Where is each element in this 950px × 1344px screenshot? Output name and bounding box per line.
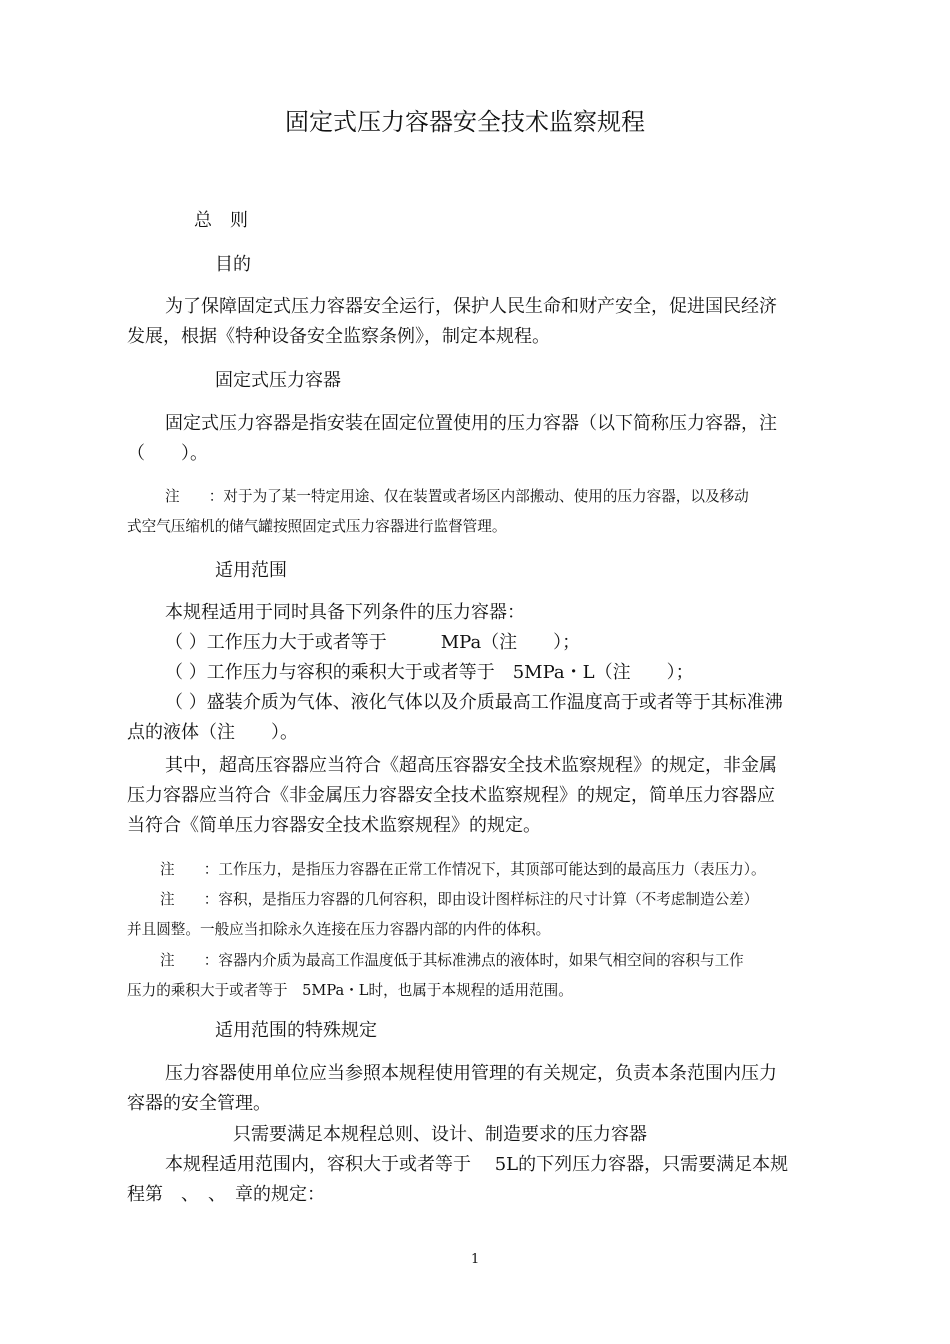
list-item: （ ）盛装介质为气体、液化气体以及介质最高工作温度高于或者等于其标准沸 xyxy=(165,692,783,713)
section-heading-limited-requirements: 只需要满足本规程总则、设计、制造要求的压力容器 xyxy=(233,1124,647,1145)
chapter-heading: 总 则 xyxy=(194,210,248,231)
list-item-continuation: 点的液体（注 ）。 xyxy=(127,722,298,743)
footnote-line: 注 ：容器内介质为最高工作温度低于其标准沸点的液体时，如果气相空间的容积与工作 xyxy=(160,952,744,969)
footnote-line: 注 ：容积，是指压力容器的几何容积，即由设计图样标注的尺寸计算（不考虑制造公差） xyxy=(160,891,759,908)
section-heading-scope: 适用范围 xyxy=(215,560,287,581)
paragraph-line: （ ）。 xyxy=(127,443,208,464)
section-heading-special-scope: 适用范围的特殊规定 xyxy=(215,1020,377,1041)
page-number: 1 xyxy=(471,1252,480,1267)
list-item: （ ）工作压力大于或者等于 MPa（注 ）； xyxy=(165,632,581,653)
footnote-line: 压力的乘积大于或者等于 5MPa・L时，也属于本规程的适用范围。 xyxy=(127,982,573,999)
section-heading-purpose: 目的 xyxy=(215,254,251,275)
paragraph-line: 程第 、 、 章的规定： xyxy=(127,1184,325,1205)
document-title: 固定式压力容器安全技术监察规程 xyxy=(285,108,645,136)
paragraph-line: 当符合《简单压力容器安全技术监察规程》的规定。 xyxy=(127,815,541,836)
paragraph-line: 压力容器应当符合《非金属压力容器安全技术监察规程》的规定，简单压力容器应 xyxy=(127,785,775,806)
paragraph-line: 固定式压力容器是指安装在固定位置使用的压力容器（以下简称压力容器，注 xyxy=(165,413,777,434)
footnote-line: 注 ：工作压力，是指压力容器在正常工作情况下，其顶部可能达到的最高压力（表压力）。 xyxy=(160,861,766,878)
footnote-line: 注 ：对于为了某一特定用途、仅在装置或者场区内部搬动、使用的压力容器，以及移动 xyxy=(165,488,749,505)
paragraph-line: 压力容器使用单位应当参照本规程使用管理的有关规定，负责本条范围内压力 xyxy=(165,1063,777,1084)
footnote-line: 并且圆整。一般应当扣除永久连接在压力容器内部的内件的体积。 xyxy=(127,921,551,938)
paragraph-line: 本规程适用范围内，容积大于或者等于 5L的下列压力容器，只需要满足本规 xyxy=(165,1154,789,1175)
list-item: （ ）工作压力与容积的乘积大于或者等于 5MPa・L（注 ）； xyxy=(165,662,694,683)
paragraph-line: 为了保障固定式压力容器安全运行，保护人民生命和财产安全，促进国民经济 xyxy=(165,296,777,317)
section-heading-fixed-vessel: 固定式压力容器 xyxy=(215,370,341,391)
paragraph-line: 容器的安全管理。 xyxy=(127,1093,271,1114)
footnote-line: 式空气压缩机的储气罐按照固定式压力容器进行监督管理。 xyxy=(127,518,507,535)
paragraph-line: 其中，超高压容器应当符合《超高压容器安全技术监察规程》的规定，非金属 xyxy=(165,755,777,776)
paragraph-line: 发展，根据《特种设备安全监察条例》，制定本规程。 xyxy=(127,326,550,347)
paragraph-line: 本规程适用于同时具备下列条件的压力容器： xyxy=(165,602,525,623)
